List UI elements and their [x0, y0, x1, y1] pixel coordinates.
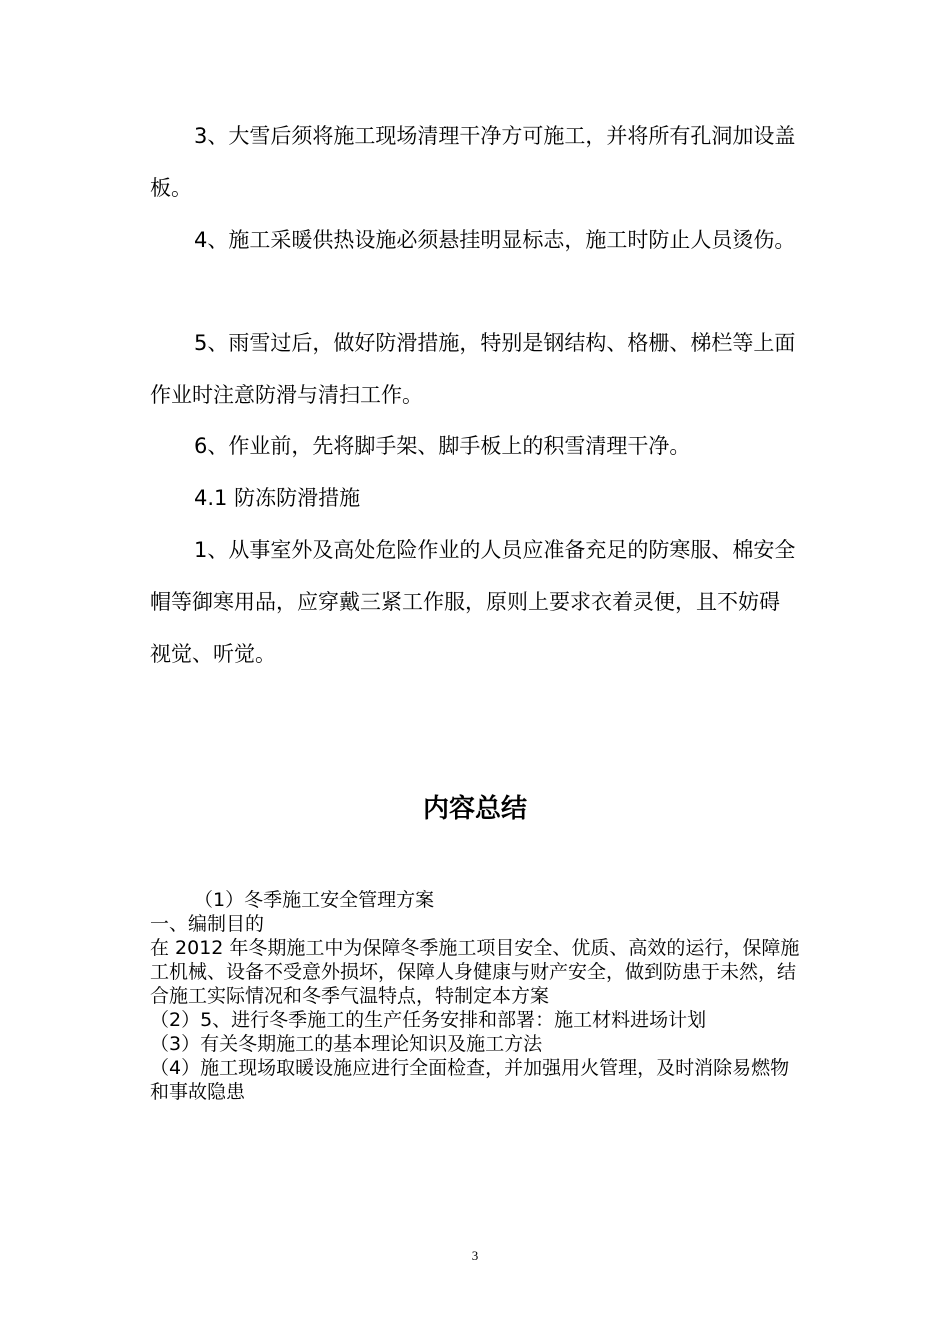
summary-line: （1）冬季施工安全管理方案 — [194, 889, 435, 911]
summary-line: 一、编制目的 — [150, 913, 265, 935]
summary-line: （2）5、进行冬季施工的生产任务安排和部署：施工材料进场计划 — [150, 1009, 707, 1031]
section-heading: 4.1 防冻防滑措施 — [194, 486, 361, 510]
summary-line: 在 2012 年冬期施工中为保障冬季施工项目安全、优质、高效的运行，保障施工机械、设备不受意外损坏，保障人身健康与财产安全，做到防患于未然，结合施工实际情况和冬季气温特点，特制定本方案 — [150, 937, 800, 1007]
summary-title: 内容总结 — [422, 794, 527, 824]
section-paragraph: 1、从事室外及高处危险作业的人员应准备充足的防寒服、棉安全帽等御寒用品，应穿戴三紧工作服，原则上要求衣着灵便，且不妨碍视觉、听觉。 — [150, 538, 796, 666]
paragraph-item-4: 4、施工采暖供热设施必须悬挂明显标志，施工时防止人员烫伤。 — [194, 228, 796, 252]
summary-line: （4）施工现场取暖设施应进行全面检查，并加强用火管理，及时消除易燃物和事故隐患 — [150, 1057, 790, 1103]
summary-line: （3）有关冬期施工的基本理论知识及施工方法 — [150, 1033, 543, 1055]
paragraph-item-6: 6、作业前，先将脚手架、脚手板上的积雪清理干净。 — [194, 434, 691, 458]
paragraph-item-5: 5、雨雪过后，做好防滑措施，特别是钢结构、格栅、梯栏等上面作业时注意防滑与清扫工作。 — [150, 331, 796, 407]
summary-block — [150, 888, 800, 1104]
page-number: 3 — [471, 1248, 479, 1263]
paragraph-item-3: 3、大雪后须将施工现场清理干净方可施工，并将所有孔洞加设盖板。 — [150, 124, 796, 200]
